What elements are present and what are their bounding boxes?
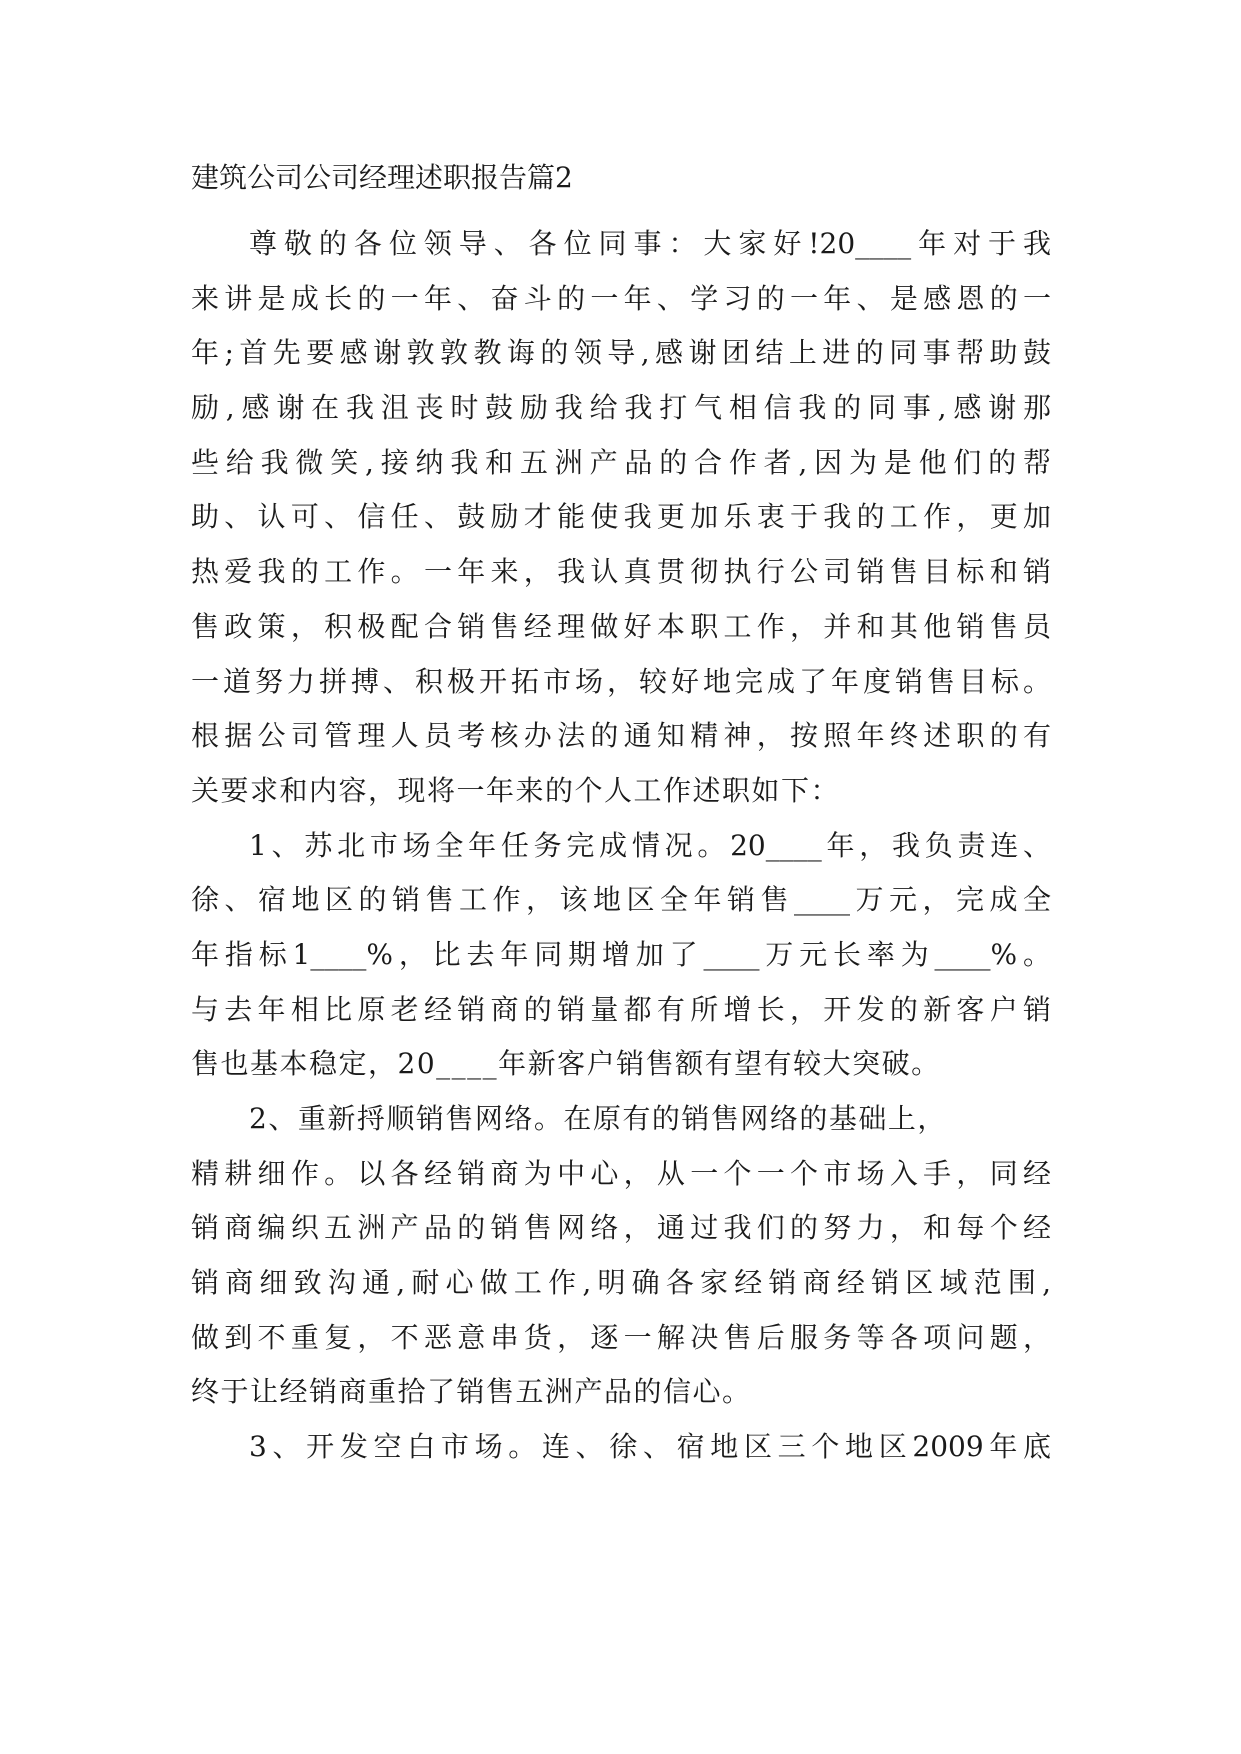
text-line: 与去年相比原老经销商的销量都有所增长，开发的新客户销 bbox=[191, 992, 1051, 1026]
text-line: 关要求和内容，现将一年来的个人工作述职如下： bbox=[191, 773, 841, 807]
text-line: 励,感谢在我沮丧时鼓励我给我打气相信我的同事,感谢那 bbox=[191, 391, 1051, 425]
paragraph-item-2 bbox=[191, 1092, 1051, 1420]
text-line: 售政策，积极配合销售经理做好本职工作，并和其他销售员 bbox=[191, 609, 1051, 643]
text-line: 尊敬的各位领导、各位同事：大家好!20____年对于我 bbox=[249, 227, 1051, 260]
text-line: 终于让经销商重拾了销售五洲产品的信心。 bbox=[191, 1375, 752, 1409]
document-body bbox=[191, 160, 1051, 1475]
paragraph-greeting bbox=[191, 217, 1051, 819]
text-line: 一道努力拼搏、积极开拓市场，较好地完成了年度销售目标。 bbox=[191, 664, 1051, 698]
text-line: 年指标1____%，比去年同期增加了____万元长率为____%。 bbox=[191, 937, 1051, 971]
document-title: 建筑公司公司经理述职报告篇2 bbox=[191, 161, 573, 194]
text-line: 1、苏北市场全年任务完成情况。20____年，我负责连、 bbox=[249, 828, 1051, 862]
text-line: 销商细致沟通,耐心做工作,明确各家经销商经销区域范围, bbox=[191, 1266, 1051, 1300]
text-line: 2、重新捋顺销售网络。在原有的销售网络的基础上， bbox=[249, 1102, 947, 1135]
text-line: 来讲是成长的一年、奋斗的一年、学习的一年、是感恩的一 bbox=[191, 281, 1051, 315]
text-line: 销商编织五洲产品的销售网络，通过我们的努力，和每个经 bbox=[191, 1211, 1051, 1245]
text-line: 热爱我的工作。一年来，我认真贯彻执行公司销售目标和销 bbox=[191, 555, 1051, 589]
text-line: 根据公司管理人员考核办法的通知精神，按照年终述职的有 bbox=[191, 719, 1051, 753]
text-line: 精耕细作。以各经销商为中心，从一个一个市场入手，同经 bbox=[191, 1156, 1051, 1190]
text-line: 3、开发空白市场。连、徐、宿地区三个地区2009年底 bbox=[249, 1430, 1051, 1464]
text-line: 些给我微笑,接纳我和五洲产品的合作者,因为是他们的帮 bbox=[191, 445, 1051, 479]
text-line: 助、认可、信任、鼓励才能使我更加乐衷于我的工作，更加 bbox=[191, 500, 1051, 534]
paragraph-item-3 bbox=[191, 1420, 1051, 1475]
text-line: 年;首先要感谢敦敦教诲的领导,感谢团结上进的同事帮助鼓 bbox=[191, 336, 1051, 370]
text-line: 徐、宿地区的销售工作，该地区全年销售____万元，完成全 bbox=[191, 883, 1051, 917]
paragraph-item-1 bbox=[191, 819, 1051, 1092]
text-line: 做到不重复，不恶意串货，逐一解决售后服务等各项问题， bbox=[191, 1320, 1051, 1354]
text-line: 售也基本稳定，20____年新客户销售额有望有较大突破。 bbox=[191, 1047, 941, 1081]
